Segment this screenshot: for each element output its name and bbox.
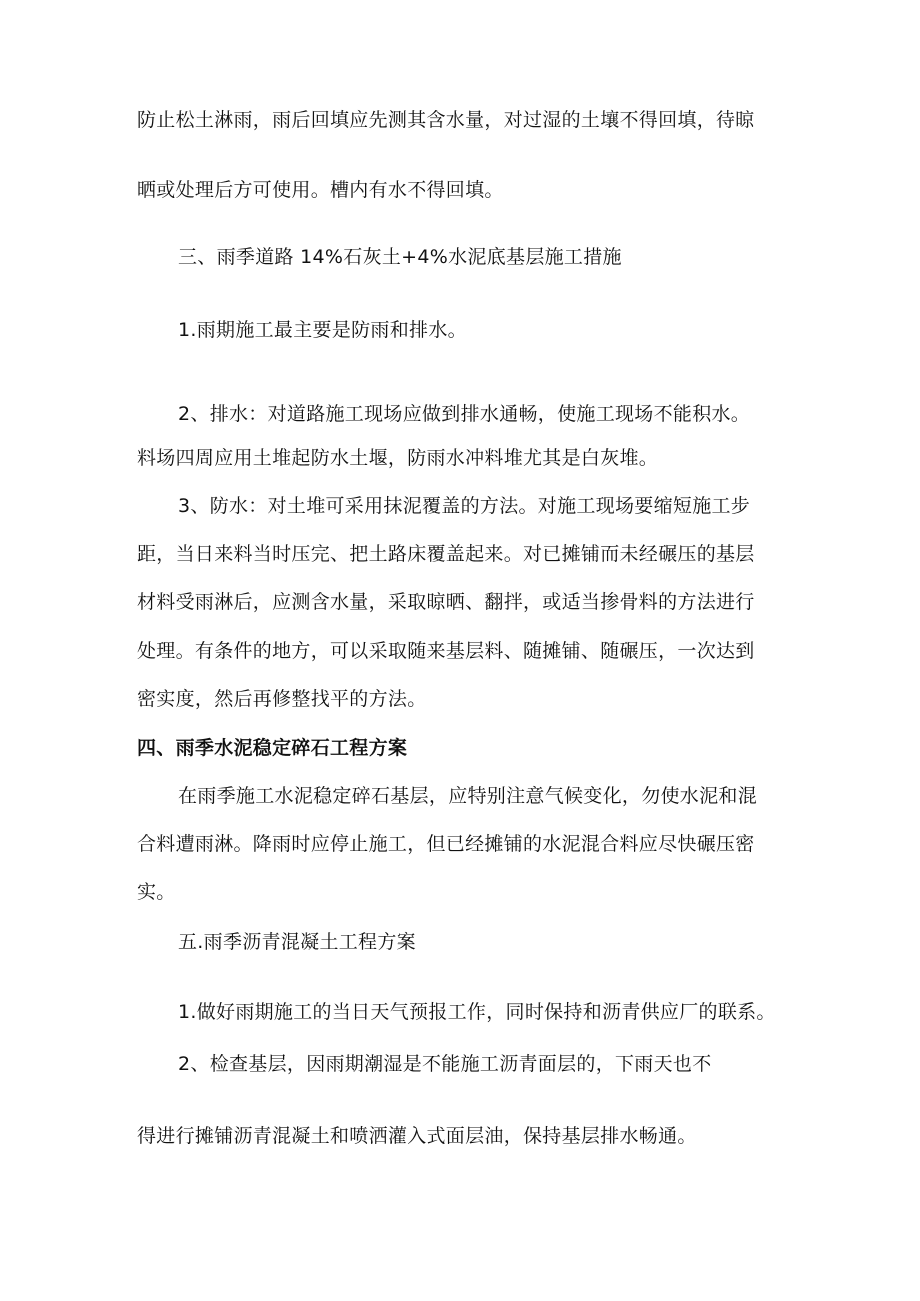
list-item: 2、排水：对道路施工现场应做到排水通畅，使施工现场不能积水。: [178, 403, 751, 425]
paragraph-line: 距，当日来料当时压完、把土路床覆盖起来。对已摊铺而未经碾压的基层: [137, 543, 755, 565]
paragraph-line: 晒或处理后方可使用。槽内有水不得回填。: [137, 179, 504, 201]
list-item: 2、检查基层，因雨期潮湿是不能施工沥青面层的，下雨天也不: [178, 1053, 712, 1075]
paragraph-line: 防止松土淋雨，雨后回填应先测其含水量，对过湿的土壤不得回填，待晾: [137, 109, 755, 131]
list-item: 1.做好雨期施工的当日天气预报工作，同时保持和沥青供应厂的联系。: [178, 1001, 776, 1023]
paragraph-line: 料场四周应用土堆起防水土堰，防雨水冲料堆尤其是白灰堆。: [137, 447, 659, 469]
paragraph-line: 实。: [137, 881, 176, 903]
paragraph-line: 处理。有条件的地方，可以采取随来基层料、随摊铺、随碾压，一次达到: [137, 640, 755, 662]
paragraph-line: 得进行摊铺沥青混凝土和喷洒灌入式面层油，保持基层排水畅通。: [137, 1125, 697, 1147]
paragraph-line: 密实度，然后再修整找平的方法。: [137, 688, 427, 710]
section-heading: 三、雨季道路 14%石灰土+4%水泥底基层施工措施: [178, 246, 622, 268]
list-item: 1.雨期施工最主要是防雨和排水。: [178, 319, 467, 341]
paragraph-line: 材料受雨淋后，应测含水量，采取晾晒、翻拌，或适当掺骨料的方法进行: [137, 591, 755, 613]
paragraph-line: 在雨季施工水泥稳定碎石基层，应特别注意气候变化，勿使水泥和混: [178, 785, 758, 807]
list-item: 3、防水：对土堆可采用抹泥覆盖的方法。对施工现场要缩短施工步: [178, 495, 751, 517]
paragraph-line: 合料遭雨淋。降雨时应停止施工，但已经摊铺的水泥混合料应尽快碾压密: [137, 833, 755, 855]
section-heading: 五.雨季沥青混凝土工程方案: [178, 931, 416, 953]
section-heading: 四、雨季水泥稳定碎石工程方案: [137, 737, 408, 759]
